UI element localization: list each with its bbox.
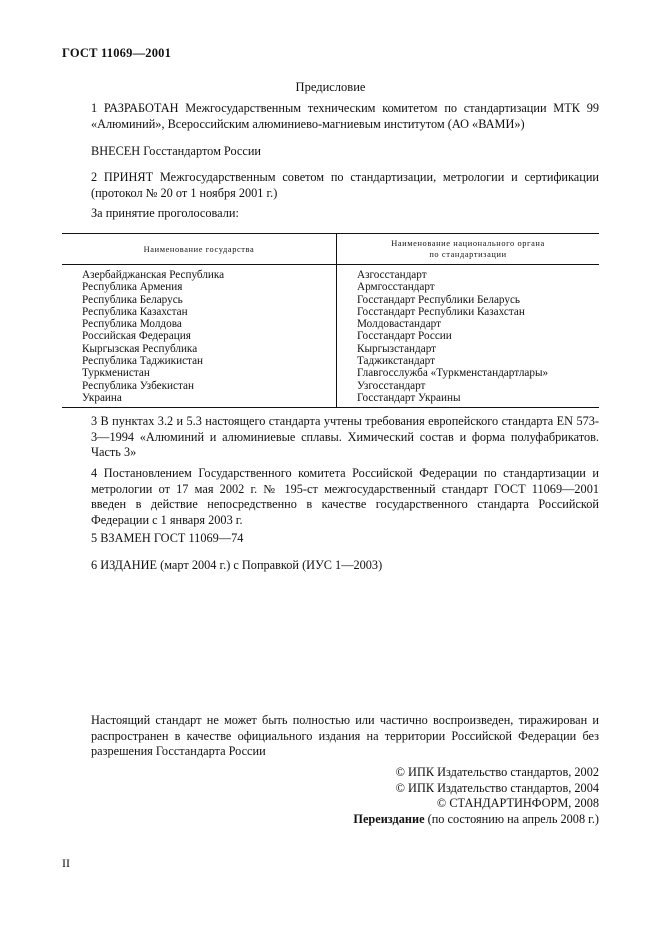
table-header-body (337, 234, 600, 265)
paragraph-developed (62, 101, 599, 132)
voting-states-table (62, 233, 599, 408)
standards-body-name: Госстандарт Республики Казахстан (357, 305, 525, 318)
paragraph-replaces-text: 5 ВЗАМЕН ГОСТ 11069—74 (91, 531, 244, 545)
paragraph-adopted-text: 2 ПРИНЯТ Межгосударственным советом по стандартизации, метрологии и сертификации (протокол № 20 от 1 ноября 2001 г.) (91, 170, 599, 200)
voted-caption-text: За принятие проголосовали: (91, 206, 239, 220)
state-name: Республика Таджикистан (82, 355, 204, 368)
introduced-keyword: ВНЕСЕН (91, 144, 141, 158)
copyright-line-2: © ИПК Издательство стандартов, 2004 (395, 780, 599, 795)
paragraph-adopted (62, 170, 599, 201)
standards-body-name: Молдовастандарт (357, 318, 442, 331)
state-name: Кыргызская Республика (82, 342, 198, 355)
paragraph-european-standard-text: 3 В пунктах 3.2 и 5.3 настоящего стандарта учтены требования европейского стандарта EN 573-3—1994 «Алюминий и алюминиевые сплавы. Химический состав и форма полуфабрикатов. Часть 3» (91, 414, 599, 460)
paragraph-introduced (62, 144, 599, 160)
standards-body-name: Узгосстандарт (357, 379, 426, 392)
state-name: Республика Армения (82, 281, 183, 294)
state-name: Республика Молдова (82, 318, 182, 331)
paragraph-european-standard (62, 414, 599, 461)
copyright-block (353, 765, 599, 827)
state-name: Российская Федерация (82, 330, 191, 343)
paragraph-decree (62, 466, 599, 528)
state-name: Республика Казахстан (82, 305, 188, 318)
state-name: Украина (82, 391, 122, 404)
standards-body-name: Главгосслужба «Туркменстандартлары» (357, 367, 549, 380)
states-column (62, 265, 337, 408)
introduced-text: Госстандартом России (143, 144, 261, 158)
reissue-line (353, 812, 599, 828)
reproduction-notice (62, 713, 599, 760)
standards-body-name: Кыргызстандарт (357, 342, 437, 355)
state-name: Республика Узбекистан (82, 379, 194, 392)
table-header-body-line1: Наименование национального органа (391, 239, 545, 248)
state-name: Туркменистан (82, 367, 150, 380)
paragraph-edition (62, 558, 599, 574)
reissue-text: (по состоянию на апрель 2008 г.) (427, 811, 599, 826)
voted-caption (62, 206, 599, 222)
page-number: II (62, 856, 70, 870)
table-header-body-line2: по стандартизации (429, 250, 507, 259)
standards-body-name: Госстандарт России (357, 330, 452, 343)
state-name: Азербайджанская Республика (82, 269, 225, 281)
reproduction-notice-text: Настоящий стандарт не может быть полностью или частично воспроизведен, тиражирован и распространен в качестве официального издания на территории Российской Федерации без разрешения Госстандарта России (91, 713, 599, 759)
bodies-column (337, 265, 600, 408)
reissue-label: Переиздание (353, 811, 425, 826)
paragraph-decree-text: 4 Постановлением Государственного комитета Российской Федерации по стандартизации и метрологии от 17 мая 2002 г. № 195-ст межгосударственный стандарт ГОСТ 11069—2001 введен в действие непосредственно в качестве государственного стандарта Российской Федерации с 1 января 2003 г. (91, 466, 599, 527)
table-header-state: Наименование государства (62, 234, 337, 265)
standards-body-name: Армгосстандарт (357, 281, 435, 294)
state-name: Республика Беларусь (82, 293, 183, 306)
standards-body-name: Госстандарт Республики Беларусь (357, 293, 521, 306)
standards-body-name: Азгосстандарт (357, 269, 427, 281)
copyright-line-1: © ИПК Издательство стандартов, 2002 (395, 765, 599, 779)
paragraph-developed-text: 1 РАЗРАБОТАН Межгосударственным техническим комитетом по стандартизации МТК 99 «Алюминий», Всероссийским алюминиево-магниевым институтом (АО «ВАМИ») (91, 101, 599, 131)
standard-code-header: ГОСТ 11069—2001 (62, 46, 172, 60)
section-title: Предисловие (295, 80, 366, 94)
paragraph-replaces (62, 531, 599, 547)
standards-body-name: Таджикстандарт (357, 355, 436, 368)
table-row (62, 265, 599, 408)
paragraph-edition-text: 6 ИЗДАНИЕ (март 2004 г.) с Поправкой (ИУС 1—2003) (91, 558, 383, 572)
copyright-line-3: © СТАНДАРТИНФОРМ, 2008 (436, 796, 599, 811)
table-header-row (62, 234, 599, 265)
standards-body-name: Госстандарт Украины (357, 391, 461, 404)
